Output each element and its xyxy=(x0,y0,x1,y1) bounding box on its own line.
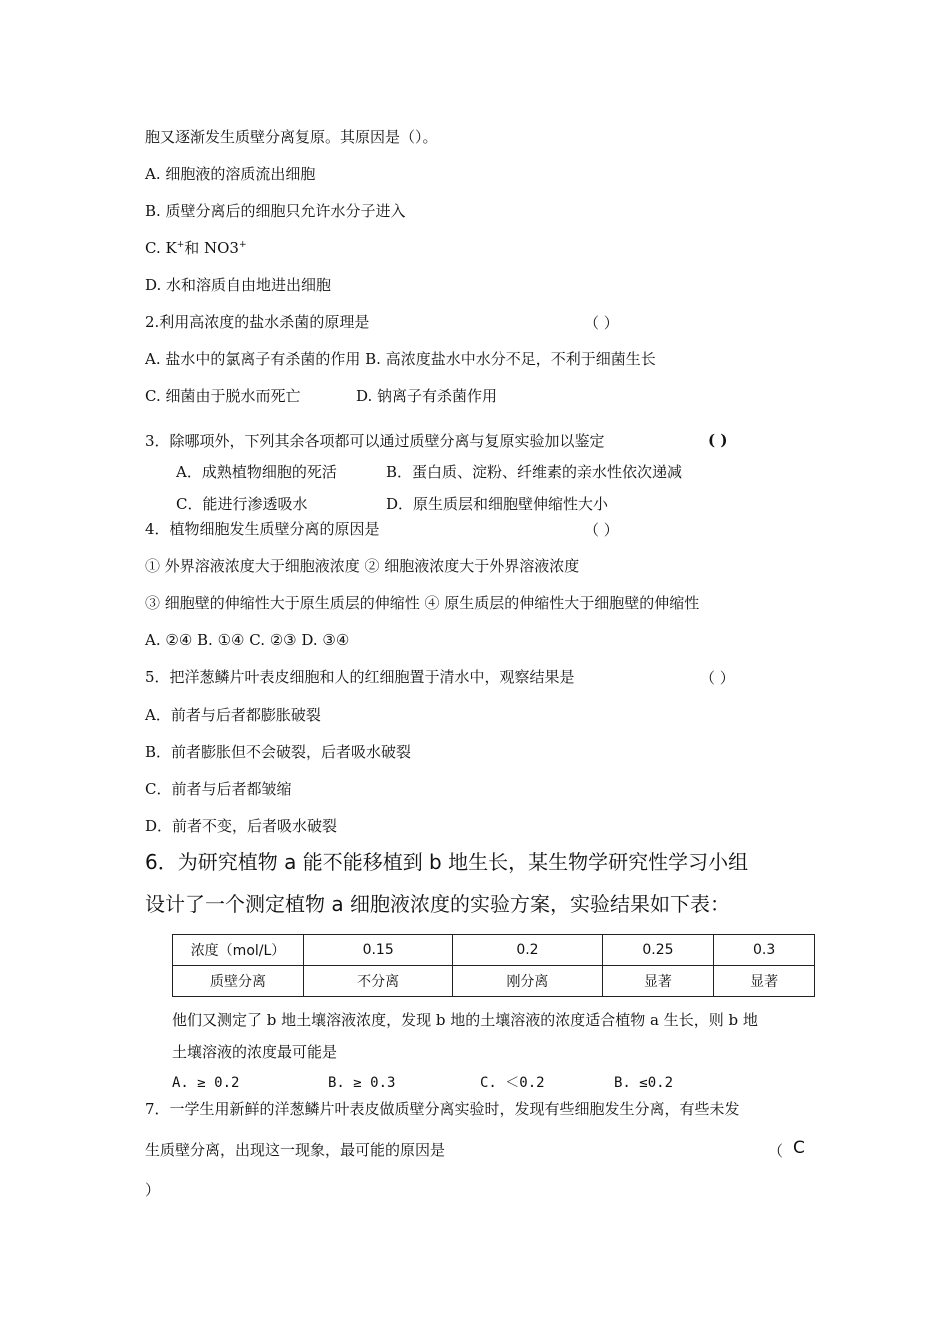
q1-option-c-prefix: C. K xyxy=(145,239,177,257)
q5-stem: 5．把洋葱鳞片叶表皮细胞和人的红细胞置于清水中，观察结果是 xyxy=(145,668,575,686)
table-cell: 刚分离 xyxy=(453,966,602,997)
q6-option-c: C. ＜0.2 xyxy=(480,1075,545,1091)
q6-followup-line-1: 他们又测定了 b 地土壤溶液浓度，发现 b 地的土壤溶液的浓度适合植物 a 生长，则 b 地 xyxy=(172,1011,758,1029)
table-cell: 不分离 xyxy=(304,966,453,997)
q6-option-a: A. ≥ 0.2 xyxy=(172,1075,240,1091)
q6-results-table xyxy=(172,934,815,997)
q3-answer-blank: ( ) xyxy=(708,431,728,449)
q1-option-a: A. 细胞液的溶质流出细胞 xyxy=(145,165,316,183)
q2-stem: 2.利用高浓度的盐水杀菌的原理是 xyxy=(145,313,370,331)
q1-option-c xyxy=(145,238,247,258)
q7-stem-line-1: 7．一学生用新鲜的洋葱鳞片叶表皮做质壁分离实验时，发现有些细胞发生分离，有些未发 xyxy=(145,1100,740,1118)
q7-answer: C xyxy=(793,1138,805,1158)
table-cell: 0.25 xyxy=(602,935,714,966)
table-cell: 0.2 xyxy=(453,935,602,966)
q2-option-c: C. 细菌由于脱水而死亡 xyxy=(145,387,301,405)
q2-options-ab: A. 盐水中的氯离子有杀菌的作用 B. 高浓度盐水中水分不足，不利于细菌生长 xyxy=(145,350,656,368)
table-cell: 0.15 xyxy=(304,935,453,966)
q3-option-c: C．能进行渗透吸水 xyxy=(176,495,308,513)
superscript-plus-2: + xyxy=(238,240,247,250)
q2-answer-blank: （ ） xyxy=(584,314,619,332)
q1-option-b: B. 质壁分离后的细胞只允许水分子进入 xyxy=(145,202,406,220)
q3-stem: 3．除哪项外，下列其余各项都可以通过质壁分离与复原实验加以鉴定 xyxy=(145,432,605,450)
q6-stem-line-2: 设计了一个测定植物 a 细胞液浓度的实验方案，实验结果如下表： xyxy=(145,892,730,916)
q4-options: A. ②④ B. ①④ C. ②③ D. ③④ xyxy=(145,631,350,649)
table-cell: 0.3 xyxy=(714,935,815,966)
q7-stem-line-2: 生质壁分离，出现这一现象，最可能的原因是 xyxy=(145,1141,446,1159)
q5-option-b: B．前者膨胀但不会破裂，后者吸水破裂 xyxy=(145,743,412,761)
q1-option-d: D. 水和溶质自由地进出细胞 xyxy=(145,276,332,294)
q2-option-d: D. 钠离子有杀菌作用 xyxy=(356,387,498,405)
q4-answer-blank: （ ） xyxy=(584,521,619,539)
q6-followup-line-2: 土壤溶液的浓度最可能是 xyxy=(172,1043,338,1061)
table-row-header xyxy=(173,935,815,966)
q5-option-c: C．前者与后者都皱缩 xyxy=(145,780,292,798)
q1-stem-continued: 胞又逐渐发生质壁分离复原。其原因是（）。 xyxy=(145,128,438,146)
q5-option-d: D．前者不变，后者吸水破裂 xyxy=(145,817,338,835)
q6-stem-line-1: 6．为研究植物 a 能不能移植到 b 地生长，某生物学研究性学习小组 xyxy=(145,850,749,874)
q1-option-c-middle: 和 NO3 xyxy=(184,239,239,257)
table-cell: 显著 xyxy=(714,966,815,997)
q7-paren-close: ） xyxy=(145,1181,161,1199)
q3-option-a: A．成熟植物细胞的死活 xyxy=(176,463,337,481)
q3-option-d: D．原生质层和细胞壁伸缩性大小 xyxy=(386,495,609,513)
q7-paren-open: （ xyxy=(768,1142,784,1160)
q3-option-b: B．蛋白质、淀粉、纤维素的亲水性依次递减 xyxy=(386,463,683,481)
q4-stem: 4．植物细胞发生质壁分离的原因是 xyxy=(145,520,380,538)
table-cell: 显著 xyxy=(602,966,714,997)
superscript-plus-1: + xyxy=(176,240,185,250)
q5-option-a: A．前者与后者都膨胀破裂 xyxy=(145,706,321,724)
q4-statements-3-4: ③ 细胞壁的伸缩性大于原生质层的伸缩性 ④ 原生质层的伸缩性大于细胞壁的伸缩性 xyxy=(145,594,700,612)
q6-option-d: B. ≤0.2 xyxy=(614,1075,674,1091)
table-row xyxy=(173,966,815,997)
q6-option-b: B. ≥ 0.3 xyxy=(328,1075,396,1091)
q5-answer-blank: （ ） xyxy=(700,669,735,687)
q4-statements-1-2: ① 外界溶液浓度大于细胞液浓度 ② 细胞液浓度大于外界溶液浓度 xyxy=(145,557,580,575)
table-cell: 质壁分离 xyxy=(173,966,304,997)
table-cell: 浓度（mol/L） xyxy=(173,935,304,966)
